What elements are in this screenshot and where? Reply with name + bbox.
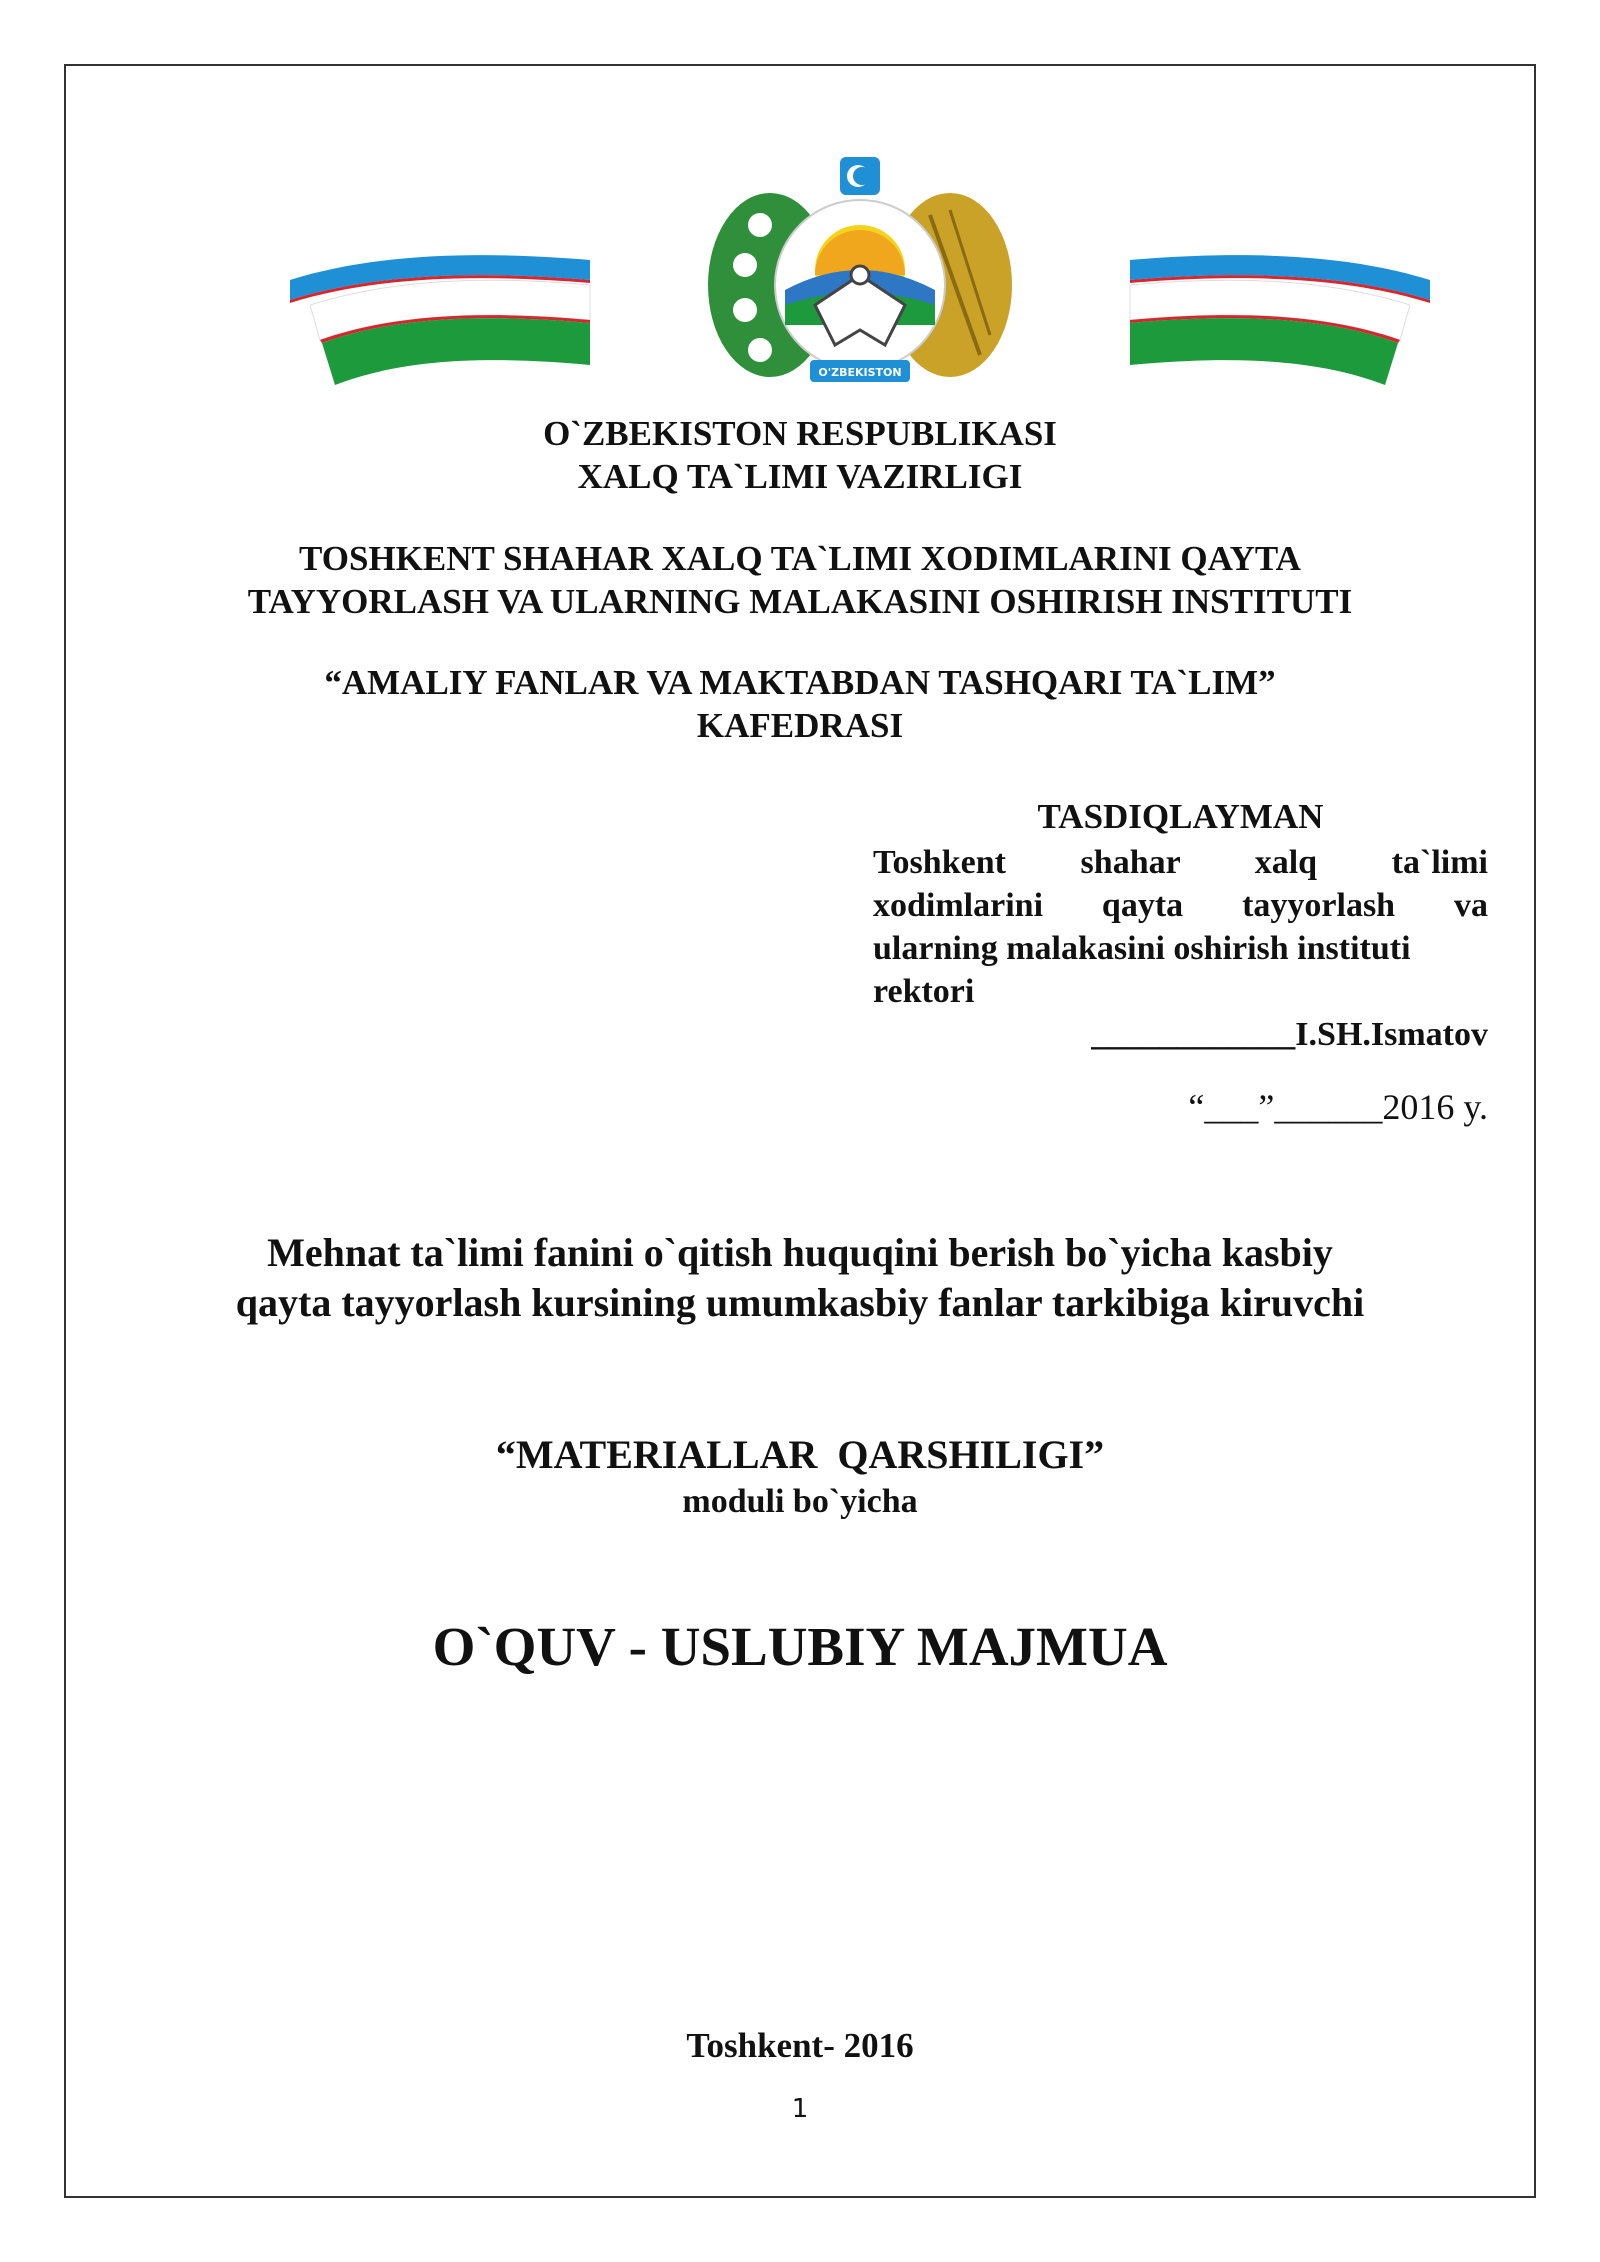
- ministry-heading-line: O`ZBEKISTON RESPUBLIKASI: [543, 414, 1057, 453]
- institute-heading: [0, 537, 1600, 623]
- ministry-heading-line: XALQ TA`LIMI VAZIRLIGI: [577, 457, 1023, 496]
- approval-line: rektori: [873, 973, 975, 1010]
- course-description-line: qayta tayyorlash kursining umumkasbiy fanlar tarkibiga kiruvchi: [235, 1280, 1365, 1325]
- approval-line: ularning malakasini oshirish instituti: [873, 930, 1411, 967]
- department-heading-line: “AMALIY FANLAR VA MAKTABDAN TASHQARI TA`LIM”: [324, 663, 1276, 702]
- module-subtitle: moduli bo`yicha: [682, 1483, 918, 1520]
- document-type-title: O`QUV - USLUBIY MAJMUA: [432, 1616, 1168, 1677]
- department-heading: [0, 661, 1600, 747]
- page-number: 1: [791, 2094, 809, 2124]
- signature-line: ____________I.SH.Ismatov: [1091, 1016, 1488, 1053]
- course-description: [0, 1228, 1600, 1328]
- approval-block: [873, 795, 1488, 1129]
- institute-heading-line: TAYYORLASH VA ULARNING MALAKASINI OSHIRISH INSTITUTI: [247, 582, 1353, 621]
- emblem-center: [708, 157, 1012, 382]
- ministry-heading: [0, 412, 1600, 498]
- course-description-line: Mehnat ta`limi fanini o`qitish huquqini berish bo`yicha kasbiy: [267, 1230, 1333, 1275]
- svg-text:O'ZBEKISTON: O'ZBEKISTON: [818, 366, 902, 379]
- approval-date: “___”______2016 y.: [1188, 1087, 1488, 1127]
- uzbekistan-state-emblem-icon: [290, 155, 1430, 395]
- left-flag-ribbon: [290, 255, 590, 385]
- emblem-banner: [290, 155, 1430, 395]
- institute-heading-line: TOSHKENT SHAHAR XALQ TA`LIMI XODIMLARINI QAYTA: [299, 539, 1301, 578]
- right-flag-ribbon: [1130, 255, 1430, 385]
- footer-city-year: Toshkent- 2016: [686, 2026, 914, 2065]
- department-heading-line: KAFEDRASI: [696, 706, 904, 745]
- approval-body: [873, 841, 1488, 1013]
- approval-line: Toshkent shahar xalq ta`limi: [873, 844, 1488, 881]
- approval-title: TASDIQLAYMAN: [1037, 797, 1324, 836]
- module-name: “MATERIALLAR QARSHILIGI”: [495, 1432, 1105, 1477]
- approval-line: xodimlarini qayta tayyorlash va: [873, 887, 1488, 924]
